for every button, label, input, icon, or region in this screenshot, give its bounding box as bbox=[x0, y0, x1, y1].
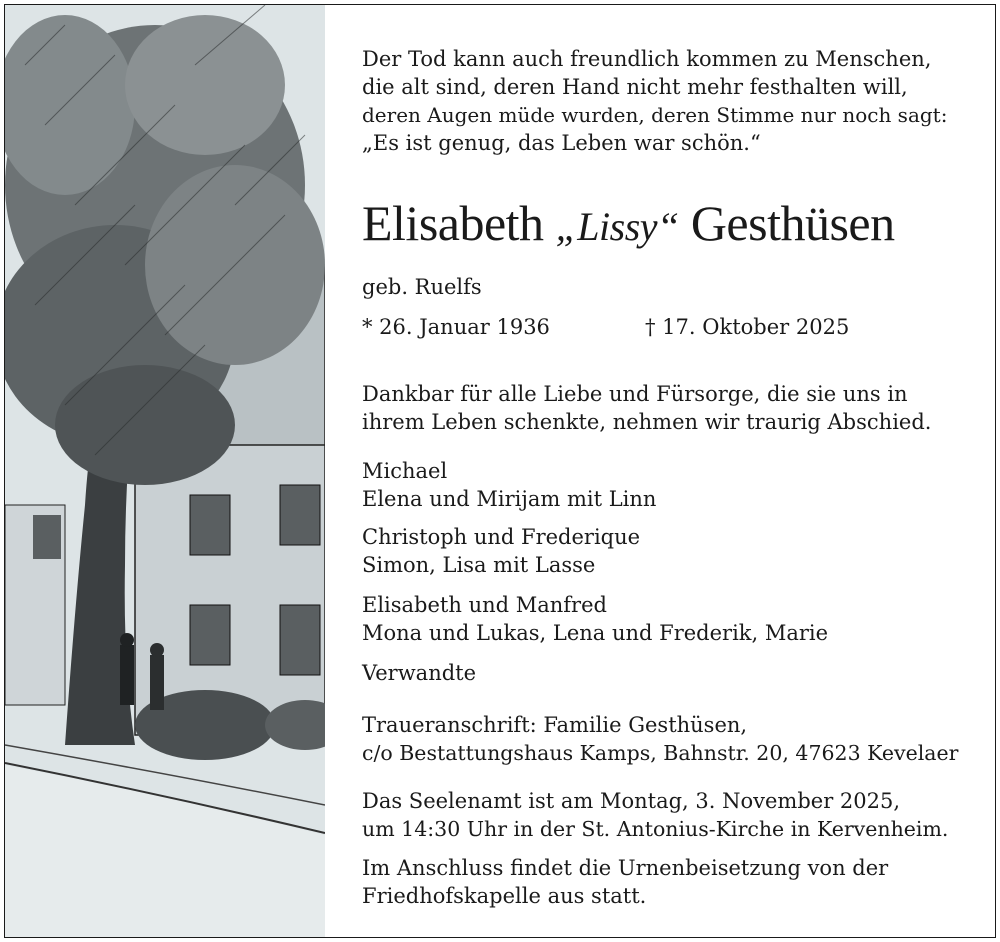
mourner-line: Verwandte bbox=[362, 661, 477, 685]
pen-drawing-image bbox=[5, 5, 325, 937]
mourner-line: Elena und Mirijam mit Linn bbox=[362, 487, 657, 511]
mourner-line: Christoph und Frederique bbox=[362, 525, 641, 549]
poem-line: die alt sind, deren Hand nicht mehr festhalten will, bbox=[362, 75, 908, 99]
poem-line: deren Augen müde wurden, deren Stimme nur noch sagt: bbox=[362, 103, 948, 127]
service-line: Das Seelenamt ist am Montag, 3. November 2025, bbox=[362, 789, 901, 813]
birth-name: geb. Ruelfs bbox=[362, 275, 482, 299]
burial-line: Friedhofskapelle aus statt. bbox=[362, 884, 647, 908]
first-name: Elisabeth bbox=[362, 195, 544, 251]
mourner-line: Mona und Lukas, Lena und Frederik, Marie bbox=[362, 621, 829, 645]
obituary-notice bbox=[4, 4, 996, 938]
poem-line: „Es ist genug, das Leben war schön.“ bbox=[362, 131, 761, 155]
death-date: † 17. Oktober 2025 bbox=[645, 315, 850, 339]
tree-house-sketch bbox=[5, 5, 325, 937]
birth-date: * 26. Januar 1936 bbox=[362, 315, 550, 339]
message-line: Dankbar für alle Liebe und Fürsorge, die sie uns in bbox=[362, 382, 908, 406]
message-line: ihrem Leben schenkte, nehmen wir traurig Abschied. bbox=[362, 410, 932, 434]
address-line: Traueranschrift: Familie Gesthüsen, bbox=[362, 713, 748, 737]
deceased-name bbox=[362, 193, 895, 257]
address-line: c/o Bestattungshaus Kamps, Bahnstr. 20, 47623 Kevelaer bbox=[362, 741, 959, 765]
service-line: um 14:30 Uhr in der St. Antonius-Kirche in Kervenheim. bbox=[362, 817, 949, 841]
last-name: Gesthüsen bbox=[690, 195, 895, 251]
mourner-line: Elisabeth und Manfred bbox=[362, 593, 607, 617]
poem-line: Der Tod kann auch freundlich kommen zu Menschen, bbox=[362, 47, 932, 71]
mourner-line: Simon, Lisa mit Lasse bbox=[362, 553, 596, 577]
burial-line: Im Anschluss findet die Urnenbeisetzung von der bbox=[362, 856, 889, 880]
nickname: „Lissy“ bbox=[555, 204, 679, 249]
mourner-line: Michael bbox=[362, 459, 448, 483]
